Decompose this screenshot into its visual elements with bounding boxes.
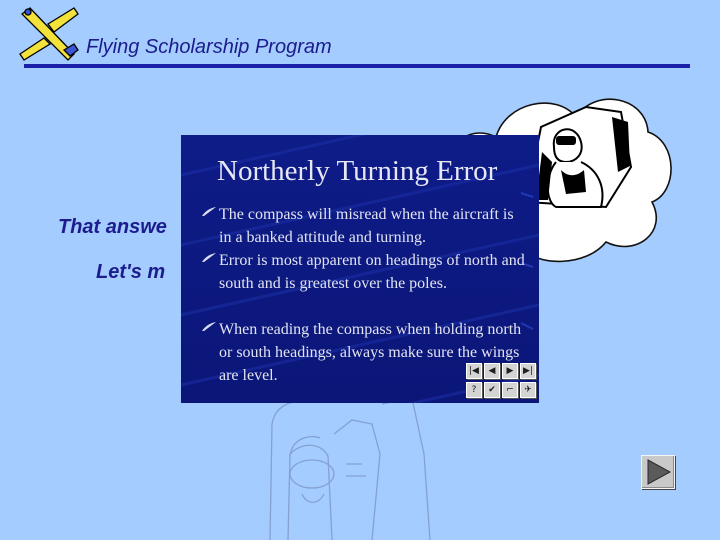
body-text-line-2: Let's m xyxy=(96,261,166,283)
return-button[interactable]: ⌐ xyxy=(502,382,518,398)
quill-bullet-icon xyxy=(201,206,217,218)
header-divider xyxy=(24,64,690,68)
popup-title: Northerly Turning Error xyxy=(217,155,498,187)
previous-slide-button[interactable]: ◀ xyxy=(484,363,500,379)
bullet-text: The compass will misread when the aircraft is in a banked attitude and turning. xyxy=(219,206,514,246)
body-text-line-1: That answe xyxy=(58,216,167,238)
bullet-text: Error is most apparent on headings of north and south and is greatest over the poles. xyxy=(219,252,525,292)
play-arrow-icon xyxy=(642,456,674,488)
help-button[interactable]: ? xyxy=(466,382,482,398)
airplane-button[interactable]: ✈ xyxy=(520,382,536,398)
bullet-text: When reading the compass when holding north or south headings, always make sure the wings are level. xyxy=(219,321,522,384)
first-slide-button[interactable]: |◀ xyxy=(466,363,482,379)
header-title: Flying Scholarship Program xyxy=(86,36,332,58)
pilot-sketch-icon xyxy=(262,394,434,540)
popup-nav-toolbar xyxy=(466,363,538,401)
next-slide-button[interactable] xyxy=(641,455,675,489)
last-slide-button[interactable]: ▶| xyxy=(520,363,536,379)
airplane-logo-icon xyxy=(18,4,80,62)
embedded-slide-popup[interactable] xyxy=(181,135,539,403)
check-button[interactable]: ✔ xyxy=(484,382,500,398)
quill-bullet-icon xyxy=(201,321,217,333)
next-slide-small-button[interactable]: ▶ xyxy=(502,363,518,379)
quill-bullet-icon xyxy=(201,252,217,264)
